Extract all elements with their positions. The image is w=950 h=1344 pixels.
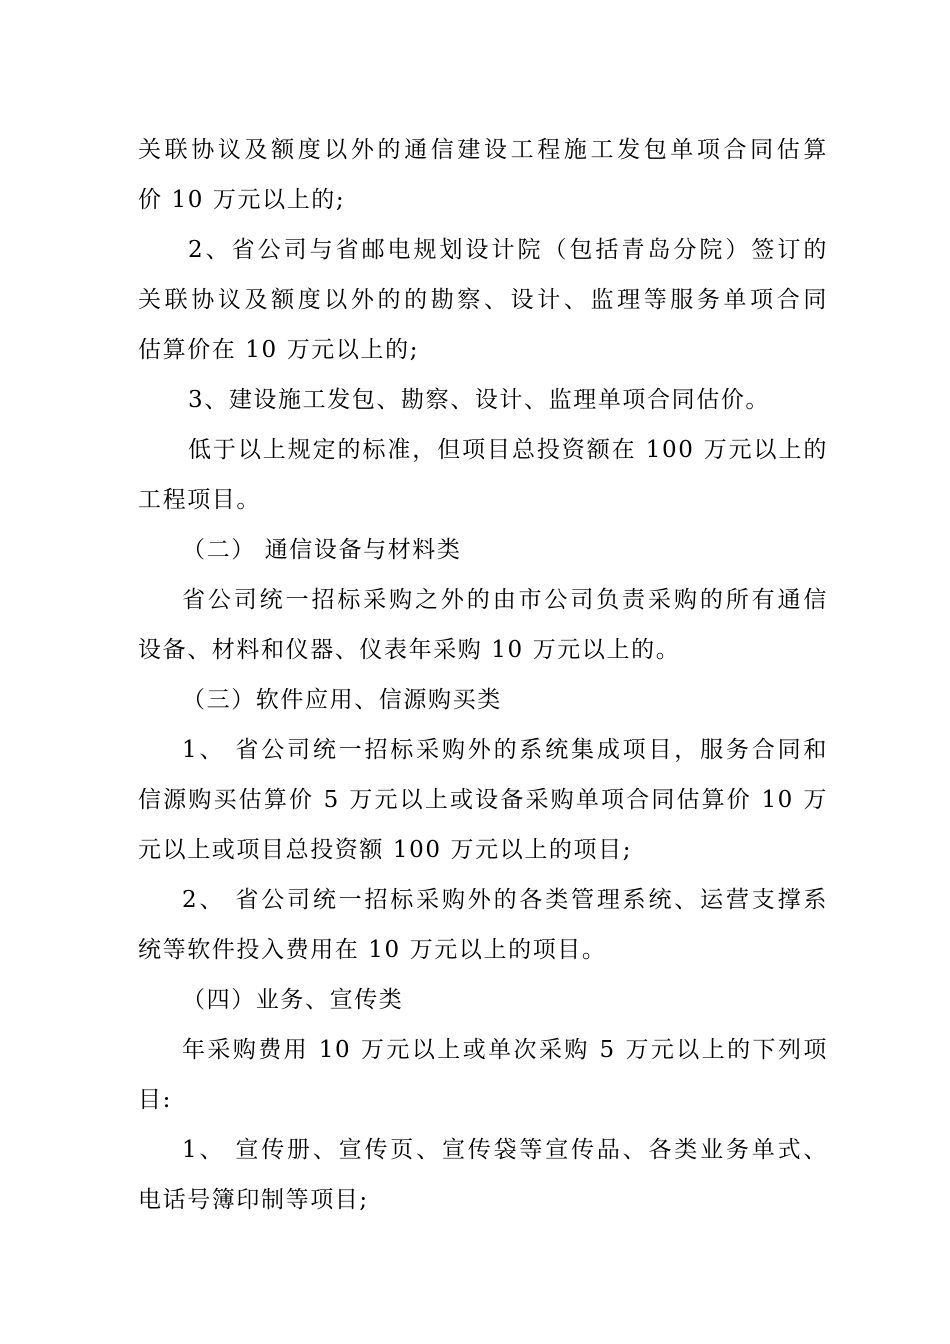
software-item-2-line-2: 统等软件投入费用在 10 万元以上的项目。	[138, 937, 607, 963]
paragraph-business-line-1: 年采购费用 10 万元以上或单次采购 5 万元以上的下列项	[182, 1037, 828, 1063]
list-item-3: 3、建设施工发包、勘察、设计、监理单项合同估价。	[188, 387, 771, 413]
list-item-2-line-2: 关联协议及额度以外的的勘察、设计、监理等服务单项合同	[138, 287, 828, 313]
software-item-1-line-3: 元以上或项目总投资额 100 万元以上的项目;	[138, 837, 633, 863]
paragraph-threshold-line-1: 低于以上规定的标准，但项目总投资额在 100 万元以上的	[188, 437, 828, 463]
software-item-1-line-1: 1、 省公司统一招标采购外的系统集成项目，服务合同和	[182, 737, 828, 763]
software-item-2-line-1: 2、 省公司统一招标采购外的各类管理系统、运营支撑系	[182, 887, 828, 913]
business-item-1-line-2: 电话号簿印制等项目;	[138, 1187, 369, 1213]
section-heading-3: （三）软件应用、信源购买类	[182, 687, 502, 713]
section-heading-2: （二） 通信设备与材料类	[182, 537, 462, 563]
list-item-2-line-3: 估算价在 10 万元以上的;	[138, 337, 420, 363]
list-item-2-line-1: 2、省公司与省邮电规划设计院（包括青岛分院）签订的	[188, 237, 828, 263]
paragraph-line-2: 价 10 万元以上的;	[138, 187, 346, 213]
paragraph-equipment-line-1: 省公司统一招标采购之外的由市公司负责采购的所有通信	[182, 587, 828, 613]
section-heading-4: （四）业务、宣传类	[182, 987, 404, 1013]
paragraph-business-line-2: 目:	[138, 1087, 172, 1113]
paragraph-equipment-line-2: 设备、材料和仪器、仪表年采购 10 万元以上的。	[138, 637, 681, 663]
paragraph-line-1: 关联协议及额度以外的通信建设工程施工发包单项合同估算	[138, 137, 828, 163]
software-item-1-line-2: 信源购买估算价 5 万元以上或设备采购单项合同估算价 10 万	[138, 787, 828, 813]
business-item-1-line-1: 1、 宣传册、宣传页、宣传袋等宣传品、各类业务单式、	[182, 1137, 828, 1163]
paragraph-threshold-line-2: 工程项目。	[138, 487, 261, 513]
